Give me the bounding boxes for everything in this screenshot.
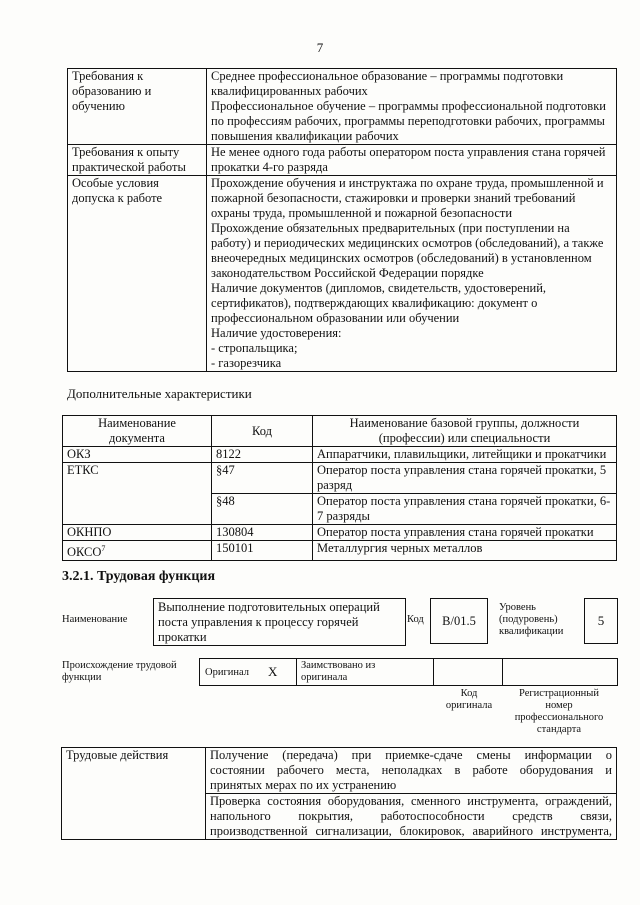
value-line: сертификатов), подтверждающих квалификацию: документ о <box>211 296 538 310</box>
value-line: - газорезчика <box>211 356 282 370</box>
name-label: Наименование <box>62 614 128 625</box>
value-line: Наличие документов (дипломов, свидетельств, удостоверений, <box>211 281 547 295</box>
borrowed-label <box>301 660 375 684</box>
origin-label-line: функции <box>62 672 102 683</box>
requirement-label <box>68 69 207 145</box>
work-actions-table <box>61 747 617 840</box>
label-line: Требования к опыту <box>72 145 180 159</box>
requirement-label <box>68 176 207 372</box>
section-heading: 3.2.1. Трудовая функция <box>62 569 216 584</box>
caption-line: номер <box>545 700 573 711</box>
table-row <box>68 69 617 145</box>
name-cell <box>313 525 617 541</box>
code-cell: §47 <box>212 463 313 494</box>
original-label: Оригинал <box>205 667 249 678</box>
header-line: Наименование <box>98 416 176 430</box>
action-line: напольного покрытия, работоспособности средств связи, <box>210 809 612 823</box>
value-line: повышения квалификации рабочих <box>211 129 399 143</box>
work-action-item <box>206 748 617 794</box>
name-cell <box>313 463 617 494</box>
label-line: обучению <box>72 99 125 113</box>
header-line: Код <box>252 423 272 438</box>
table-row <box>63 447 617 463</box>
level-label-line: (подуровень) <box>499 614 558 625</box>
column-header-document <box>63 416 212 447</box>
requirement-value <box>207 69 617 145</box>
name-line: Оператор поста управления стана горячей прокатки, 6- <box>317 494 611 508</box>
caption-line: профессионального <box>514 712 604 723</box>
name-line: Оператор поста управления стана горячей прокатки <box>317 525 594 539</box>
level-label <box>499 602 563 638</box>
original-code-caption <box>434 688 504 712</box>
function-name-line: Выполнение подготовительных операций <box>158 600 380 614</box>
action-line: принятых мерах по их устранению <box>210 778 397 792</box>
code-cell: 130804 <box>212 525 313 541</box>
borrowed-line: Заимствовано из <box>301 660 376 671</box>
value-line: прокатки 4-го разряда <box>211 160 328 174</box>
additional-characteristics-table <box>62 415 617 561</box>
origin-divider <box>296 659 297 685</box>
name-line: разряд <box>317 478 353 492</box>
caption-line: Код <box>460 688 478 699</box>
header-line: документа <box>109 431 165 445</box>
value-line: Профессиональное обучение – программы профессиональной подготовки <box>211 99 606 113</box>
name-line: Аппаратчики, плавильщики, литейщики и прокатчики <box>317 447 607 461</box>
origin-divider <box>433 659 434 685</box>
value-line: охраны труда, промышленной и пожарной безопасности <box>211 206 513 220</box>
doc-cell: ОКЗ <box>63 447 212 463</box>
table-row <box>63 525 617 541</box>
original-checkmark: X <box>268 664 278 679</box>
value-line: по профессиям рабочих, программы переподготовки рабочих, программы <box>211 114 605 128</box>
code-cell: §48 <box>212 494 313 525</box>
function-name-line: прокатки <box>158 630 207 644</box>
function-name-box <box>153 598 406 646</box>
requirement-value <box>207 176 617 372</box>
name-line: Оператор поста управления стана горячей прокатки, 5 <box>317 463 607 477</box>
page-number: 7 <box>316 40 324 55</box>
value-line: профессиональном образовании или обучении <box>211 311 460 325</box>
name-cell <box>313 494 617 525</box>
origin-row <box>199 658 618 686</box>
label-line: образованию и <box>72 84 152 98</box>
table-row <box>63 541 617 561</box>
doc-text: ОКСО <box>67 545 102 560</box>
name-line: Металлургия черных металлов <box>317 541 483 555</box>
origin-label-line: Происхождение трудовой <box>62 660 177 671</box>
code-cell: 8122 <box>212 447 313 463</box>
label-line: Требования к <box>72 69 144 83</box>
doc-cell <box>63 541 212 561</box>
table-row <box>68 176 617 372</box>
caption-line: оригинала <box>445 700 493 711</box>
doc-cell: ОКНПО <box>63 525 212 541</box>
value-line: Прохождение обучения и инструктажа по охране труда, промышленной и <box>211 176 604 190</box>
caption-line: стандарта <box>536 724 582 735</box>
name-line: 7 разряды <box>317 509 370 523</box>
table-header-row <box>63 416 617 447</box>
value-line: квалифицированных рабочих <box>211 84 368 98</box>
value-line: законодательством Российской Федерации порядке <box>211 266 484 280</box>
requirements-table <box>67 68 617 372</box>
requirement-value <box>207 145 617 176</box>
action-line: производственной сигнализации, блокировок, аварийного инструмента, <box>210 824 612 838</box>
value-line: - стропальщика; <box>211 341 298 355</box>
table-row <box>68 145 617 176</box>
action-line: Проверка состояния оборудования, сменного инструмента, ограждений, <box>210 794 612 808</box>
registration-number-caption <box>502 688 616 736</box>
caption-line: Регистрационный <box>519 688 599 699</box>
origin-divider <box>502 659 503 685</box>
value-line: Не менее одного года работы оператором поста управления стана горячей <box>211 145 606 159</box>
label-line: допуска к работе <box>72 191 163 205</box>
additional-characteristics-caption: Дополнительные характеристики <box>67 386 252 401</box>
requirement-label <box>68 145 207 176</box>
level-label-line: квалификации <box>499 626 564 637</box>
value-line: Среднее профессиональное образование – программы подготовки <box>211 69 564 83</box>
label-line: практической работы <box>72 160 186 174</box>
function-name-line: поста управления к процессу горячей <box>158 615 359 629</box>
footnote-mark: 7 <box>101 544 106 553</box>
value-line: Прохождение обязательных предварительных (при поступлении на <box>211 221 570 235</box>
doc-cell: ЕТКС <box>63 463 212 525</box>
action-line: состоянии рабочего места, неполадках в работе оборудования и <box>210 763 612 777</box>
header-line: Наименование базовой группы, должности <box>349 416 580 430</box>
table-row <box>62 748 617 794</box>
table-row <box>63 463 617 494</box>
name-cell <box>313 447 617 463</box>
column-header-name <box>313 416 617 447</box>
value-line: работу) и периодических медицинских осмотров (обследований), а также <box>211 236 604 250</box>
origin-label <box>62 660 177 684</box>
qualification-level-box: 5 <box>584 598 618 644</box>
value-line: внеочередных медицинских осмотров (обследований) в установленном <box>211 251 592 265</box>
work-actions-label: Трудовые действия <box>62 748 206 840</box>
value-line: пожарной безопасности, стажировки и проверки знаний требований <box>211 191 576 205</box>
work-action-item <box>206 794 617 840</box>
borrowed-line: оригинала <box>301 672 348 683</box>
code-label: Код <box>407 614 424 625</box>
column-header-code <box>212 416 313 447</box>
header-line: (профессии) или специальности <box>378 431 551 445</box>
value-line: Наличие удостоверения: <box>211 326 342 340</box>
level-label-line: Уровень <box>499 602 536 613</box>
action-line: Получение (передача) при приемке-сдаче смены информации о <box>210 748 612 762</box>
label-line: Особые условия <box>72 176 159 190</box>
function-code-box: В/01.5 <box>430 598 488 644</box>
code-cell: 150101 <box>212 541 313 561</box>
name-cell <box>313 541 617 561</box>
